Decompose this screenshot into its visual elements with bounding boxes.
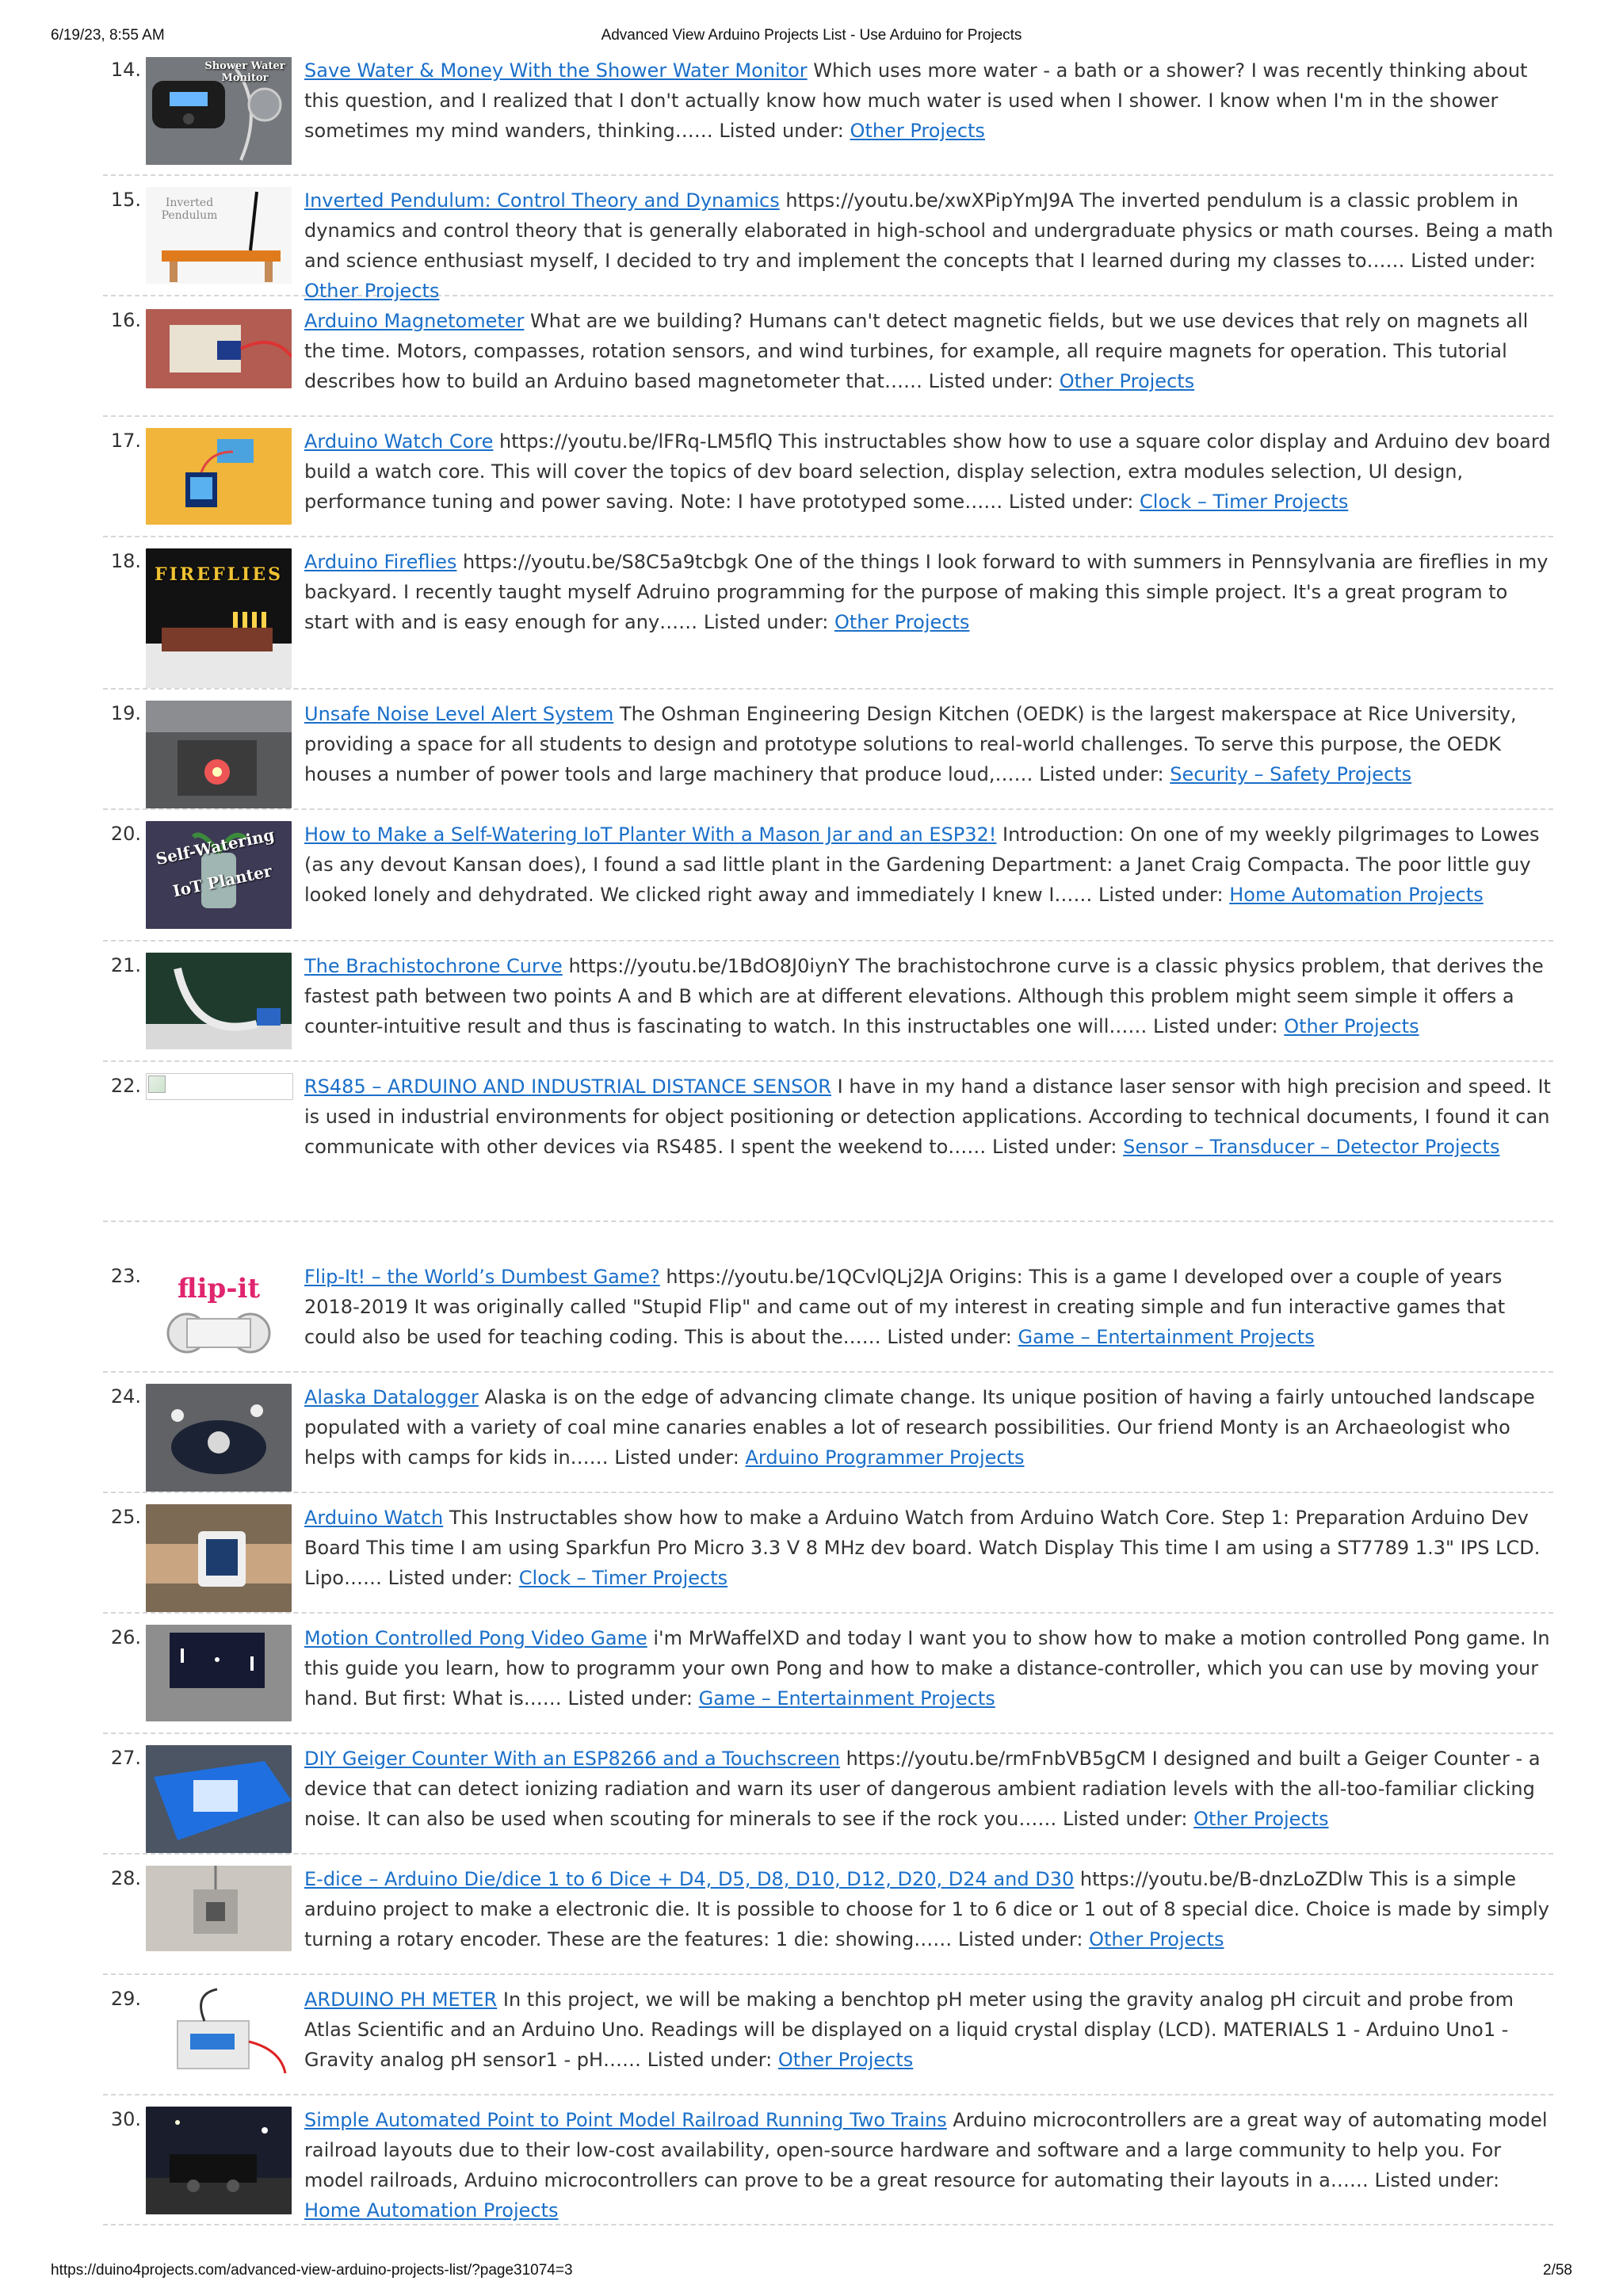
listed-under-label: Listed under: (957, 1928, 1083, 1950)
category-link[interactable]: Other Projects (834, 611, 970, 633)
project-title-link[interactable]: How to Make a Self-Watering IoT Planter With a Mason Jar and an ESP32! (304, 823, 997, 846)
item-text (304, 1623, 1553, 1713)
list-item (103, 1975, 1553, 2095)
item-text (304, 1503, 1553, 1593)
project-description: This Instructables show how to make a Arduino Watch from Arduino Watch Core. Step 1: Preparation Arduino Dev Board This time I am using Sparkfun Pro Micro 3.3 V 8 MHz dev board. Watch Display This time I am using a ST7789 1.3" IPS LCD. Lipo…… (304, 1507, 1541, 1589)
project-description: https://youtu.be/rmFnbVB5gCM I designed and built a Geiger Counter - a device that can detect ionizing radiation and warn its user of dangerous ambient radiation levels with the all-too-familiar clicking noise. It can also be used when scouting for minerals to see if the rock you…… (304, 1748, 1541, 1830)
project-thumbnail[interactable] (146, 1745, 292, 1853)
project-description: In this project, we will be making a benchtop pH meter using the gravity analog pH circuit and probe from Atlas Scientific and an Arduino Uno. Readings will be displayed on a liquid crystal display (LCD). MATERIALS 1 - Arduino Uno1 - Gravity analog pH sensor1 - pH…… (304, 1988, 1514, 2071)
listed-under-label: Listed under: (991, 1136, 1117, 1158)
project-thumbnail[interactable] (146, 701, 292, 808)
listed-under-label: Listed under: (1008, 491, 1134, 513)
listed-under-label: Listed under: (1153, 1015, 1278, 1037)
project-description: https://youtu.be/B-dnzLoZDlw This is a simple arduino project to make a electronic die. It is possible to choose for 1 to 6 dice or 1 out of 8 special dice. Choice is made by simply turning a rotary encoder. These are the features: 1 die: showing…… (304, 1868, 1549, 1950)
project-description: https://youtu.be/S8C5a9tcbgk One of the things I look forward to with summers in Pennsylvania are fireflies in my backyard. I recently taught myself Adruino programming for the purpose of making this simple project. It's a great program to start with and is easy enough for any…… (304, 551, 1549, 633)
thumbnail-caption: Self-Watering IoT Planter (154, 824, 277, 901)
category-link[interactable]: Game – Entertainment Projects (698, 1687, 995, 1710)
list-item (103, 1734, 1553, 1855)
item-number: 19. (110, 702, 141, 724)
category-link[interactable]: Other Projects (1059, 370, 1195, 392)
project-title-link[interactable]: Inverted Pendulum: Control Theory and Dynamics (304, 189, 780, 212)
listed-under-label: Listed under: (928, 370, 1054, 392)
list-item (103, 690, 1553, 810)
item-text (304, 1744, 1553, 1834)
item-number: 24. (110, 1385, 141, 1408)
thumbnail-caption: flip-it (177, 1273, 261, 1305)
item-text (304, 306, 1553, 396)
project-thumbnail[interactable] (146, 953, 292, 1049)
project-description: The Oshman Engineering Design Kitchen (OEDK) is the largest makerspace at Rice University, providing a space for all students to design and prototype solutions to real-world challenges. To serve this purpose, the OEDK houses a number of power tools and large machinery that produce loud,…… (304, 703, 1517, 785)
thumbnail-caption: Shower Water Monitor (204, 60, 285, 84)
project-thumbnail[interactable] (146, 1625, 292, 1721)
project-title-link[interactable]: Arduino Watch (304, 1507, 444, 1529)
listed-under-label: Listed under: (1039, 763, 1164, 785)
project-title-link[interactable]: DIY Geiger Counter With an ESP8266 and a Touchscreen (304, 1748, 840, 1770)
project-thumbnail[interactable] (146, 548, 292, 688)
project-description: https://youtu.be/1QCvlQLj2JA Origins: This is a game I developed over a couple of years 2018-2019 It was originally called "Stupid Flip" and came out of my interest in creating simple and fun interactive games that could also be used for teaching coding. This is about the…… (304, 1266, 1506, 1348)
project-title-link[interactable]: Arduino Fireflies (304, 551, 457, 573)
listed-under-label: Listed under: (1374, 2169, 1500, 2191)
project-list (103, 55, 1553, 2225)
category-link[interactable]: Clock – Timer Projects (1140, 491, 1349, 513)
item-text (304, 185, 1553, 306)
thumbnail-caption: FIREFLIES (155, 564, 283, 585)
item-number: 15. (110, 189, 141, 211)
project-title-link[interactable]: E-dice – Arduino Die/dice 1 to 6 Dice + D4, D5, D8, D10, D12, D20, D24 and D30 (304, 1868, 1075, 1890)
listed-under-label: Listed under: (887, 1326, 1012, 1348)
list-item (103, 1855, 1553, 1975)
project-thumbnail[interactable] (146, 309, 292, 388)
project-description: https://youtu.be/1BdO8J0iynY The brachistochrone curve is a classic physics problem, that derives the fastest path between two points A and B which are at different elevations. Although this problem might seem simple it offers a counter-intuitive result and thus is fascinating to watch. In this instructables one will…… (304, 955, 1544, 1037)
item-text (304, 1864, 1553, 1954)
category-link[interactable]: Other Projects (777, 2049, 914, 2071)
category-link[interactable]: Other Projects (304, 280, 440, 302)
item-number: 22. (110, 1075, 141, 1097)
item-text (304, 426, 1553, 517)
category-link[interactable]: Home Automation Projects (1229, 884, 1484, 906)
broken-image-icon (148, 1075, 166, 1093)
listed-under-label: Listed under: (1411, 250, 1536, 272)
project-title-link[interactable]: Unsafe Noise Level Alert System (304, 703, 614, 725)
item-number: 21. (110, 954, 141, 976)
print-datetime: 6/19/23, 8:55 AM (51, 27, 165, 44)
item-text (304, 951, 1553, 1041)
item-number: 20. (110, 823, 141, 845)
item-text (304, 819, 1553, 910)
list-item (103, 55, 1553, 176)
project-title-link[interactable]: ARDUINO PH METER (304, 1988, 498, 2011)
project-description: Arduino microcontrollers are a great way of automating model railroad layouts due to their low-cost availability, open-source hardware and software and a large community to help you. For model railroads, Arduino microcontrollers can prove to be a great resource for automating their layouts in a…… (304, 2109, 1548, 2191)
listed-under-label: Listed under: (1062, 1808, 1188, 1830)
project-description: Introduction: On one of my weekly pilgrimages to Lowes (as any devout Kansan does), I found a sad little plant in the Gardening Department: a Janet Craig Compacta. The poor little guy looked lonely and dehydrated. We clicked right away and immediately I knew I…… (304, 823, 1540, 906)
item-number: 16. (110, 309, 141, 331)
page-title: Advanced View Arduino Projects List - Use Arduino for Projects (601, 27, 1022, 44)
project-title-link[interactable]: Arduino Watch Core (304, 430, 494, 453)
category-link[interactable]: Clock – Timer Projects (518, 1567, 728, 1589)
listed-under-label: Listed under: (388, 1567, 514, 1589)
listed-under-label: Listed under: (719, 120, 844, 142)
listed-under-label: Listed under: (1098, 884, 1224, 906)
project-title-link[interactable]: Simple Automated Point to Point Model Railroad Running Two Trains (304, 2109, 947, 2131)
item-text (304, 547, 1553, 637)
project-thumbnail[interactable] (146, 1504, 292, 1612)
listed-under-label: Listed under: (567, 1687, 693, 1710)
item-number: 25. (110, 1506, 141, 1528)
item-number: 18. (110, 550, 141, 572)
project-description: I have in my hand a distance laser sensor with high precision and speed. It is used in industrial environments for object positioning or detection applications. According to technical documents, I found it can communicate with other devices via RS485. I spent the weekend to…… (304, 1075, 1551, 1158)
project-thumbnail[interactable] (146, 187, 292, 284)
list-item (103, 537, 1553, 690)
project-title-link[interactable]: Arduino Magnetometer (304, 310, 525, 332)
item-number: 28. (110, 1867, 141, 1889)
project-description: Alaska is on the edge of advancing climate change. Its unique position of having a fairly untouched landscape populated with a variety of coal mine canaries enables a lot of research possibilities. Our friend Monty is an Archaeologist who helps with camps for kids in…… (304, 1386, 1535, 1469)
print-footer (0, 2262, 1623, 2283)
item-number: 23. (110, 1265, 141, 1287)
item-text (304, 1262, 1553, 1352)
category-link[interactable]: Arduino Programmer Projects (745, 1446, 1025, 1469)
project-title-link[interactable]: Alaska Datalogger (304, 1386, 479, 1408)
list-item (103, 942, 1553, 1062)
list-item (103, 1493, 1553, 1614)
category-link[interactable]: Other Projects (1284, 1015, 1419, 1037)
category-link[interactable]: Home Automation Projects (304, 2199, 559, 2222)
item-text (304, 55, 1553, 146)
project-description: i'm MrWaffelXD and today I want you to show how to make a motion controlled Pong game. In this guide you learn, how to programm your own Pong and how to make a distance-controller, which you can use by moving your hand. But first: What is…… (304, 1627, 1550, 1710)
item-number: 26. (110, 1626, 141, 1648)
category-link[interactable]: Game – Entertainment Projects (1018, 1326, 1315, 1348)
item-number: 17. (110, 430, 141, 452)
category-link[interactable]: Other Projects (1193, 1808, 1329, 1830)
list-item (103, 1373, 1553, 1493)
project-title-link[interactable]: Motion Controlled Pong Video Game (304, 1627, 647, 1649)
listed-under-label: Listed under: (647, 2049, 773, 2071)
item-number: 14. (110, 59, 141, 81)
project-description: Which uses more water - a bath or a shower? I was recently thinking about this question, and I realized that I don't actually know how much water is used when I shower. I know when I'm in the shower sometimes my mind wanders, thinking…… (304, 59, 1528, 142)
print-header (0, 27, 1623, 48)
category-link[interactable]: Security – Safety Projects (1170, 763, 1412, 785)
item-text (304, 1985, 1553, 2075)
listed-under-label: Listed under: (614, 1446, 739, 1469)
list-item (103, 1062, 1553, 1222)
project-thumbnail[interactable] (146, 428, 292, 525)
item-text (304, 699, 1553, 789)
item-number: 29. (110, 1988, 141, 2010)
project-thumbnail[interactable] (146, 1986, 292, 2083)
project-thumbnail[interactable] (146, 1262, 292, 1358)
page-url: https://duino4projects.com/advanced-view-arduino-projects-list/?page31074=3 (51, 2262, 573, 2279)
list-item (103, 176, 1553, 302)
project-description: What are we building? Humans can't detect magnetic fields, but we use devices that rely on magnets all the time. Motors, compasses, rotation sensors, and wind turbines, for example, all require magnets for operation. This tutorial describes how to build an Arduino based magnetometer that…… (304, 310, 1529, 392)
item-text (304, 1072, 1553, 1162)
category-link[interactable]: Other Projects (850, 120, 985, 142)
project-title-link[interactable]: Flip-It! – the World’s Dumbest Game? (304, 1266, 660, 1288)
thumbnail-caption: Inverted Pendulum (161, 197, 218, 222)
project-thumbnail[interactable] (146, 1384, 292, 1492)
project-thumbnail[interactable] (146, 57, 292, 165)
project-thumbnail[interactable] (146, 1073, 293, 1100)
item-number: 27. (110, 1747, 141, 1769)
project-description: https://youtu.be/xwXPipYmJ9A The inverted pendulum is a classic problem in dynamics and control theory that is generally elaborated in high-school and undergraduate physics or math courses. Being a math and science enthusiast myself, I decided to try and implement the concepts that I learned during my classes to…… (304, 189, 1553, 272)
list-item (103, 810, 1553, 942)
item-text (304, 2105, 1553, 2225)
list-item (103, 417, 1553, 537)
project-title-link[interactable]: RS485 – ARDUINO AND INDUSTRIAL DISTANCE SENSOR (304, 1075, 831, 1098)
list-item (103, 1222, 1553, 1373)
project-thumbnail[interactable] (146, 2107, 292, 2214)
project-title-link[interactable]: The Brachistochrone Curve (304, 955, 563, 977)
category-link[interactable]: Sensor – Transducer – Detector Projects (1123, 1136, 1500, 1158)
category-link[interactable]: Other Projects (1089, 1928, 1224, 1950)
project-thumbnail[interactable] (146, 1866, 292, 1951)
listed-under-label: Listed under: (703, 611, 829, 633)
item-text (304, 1382, 1553, 1473)
list-item (103, 296, 1553, 417)
list-item (103, 1614, 1553, 1734)
page-number: 2/58 (1543, 2262, 1572, 2279)
project-thumbnail[interactable] (146, 821, 292, 929)
list-item (103, 2095, 1553, 2225)
project-title-link[interactable]: Save Water & Money With the Shower Water Monitor (304, 59, 808, 82)
project-description: https://youtu.be/lFRq-LM5flQ This instructables show how to use a square color display and Arduino dev board build a watch core. This will cover the topics of dev board selection, display selection, extra modules selection, UI design, performance tuning and power saving. Note: I have prototyped some…… (304, 430, 1551, 513)
item-number: 30. (110, 2108, 141, 2130)
